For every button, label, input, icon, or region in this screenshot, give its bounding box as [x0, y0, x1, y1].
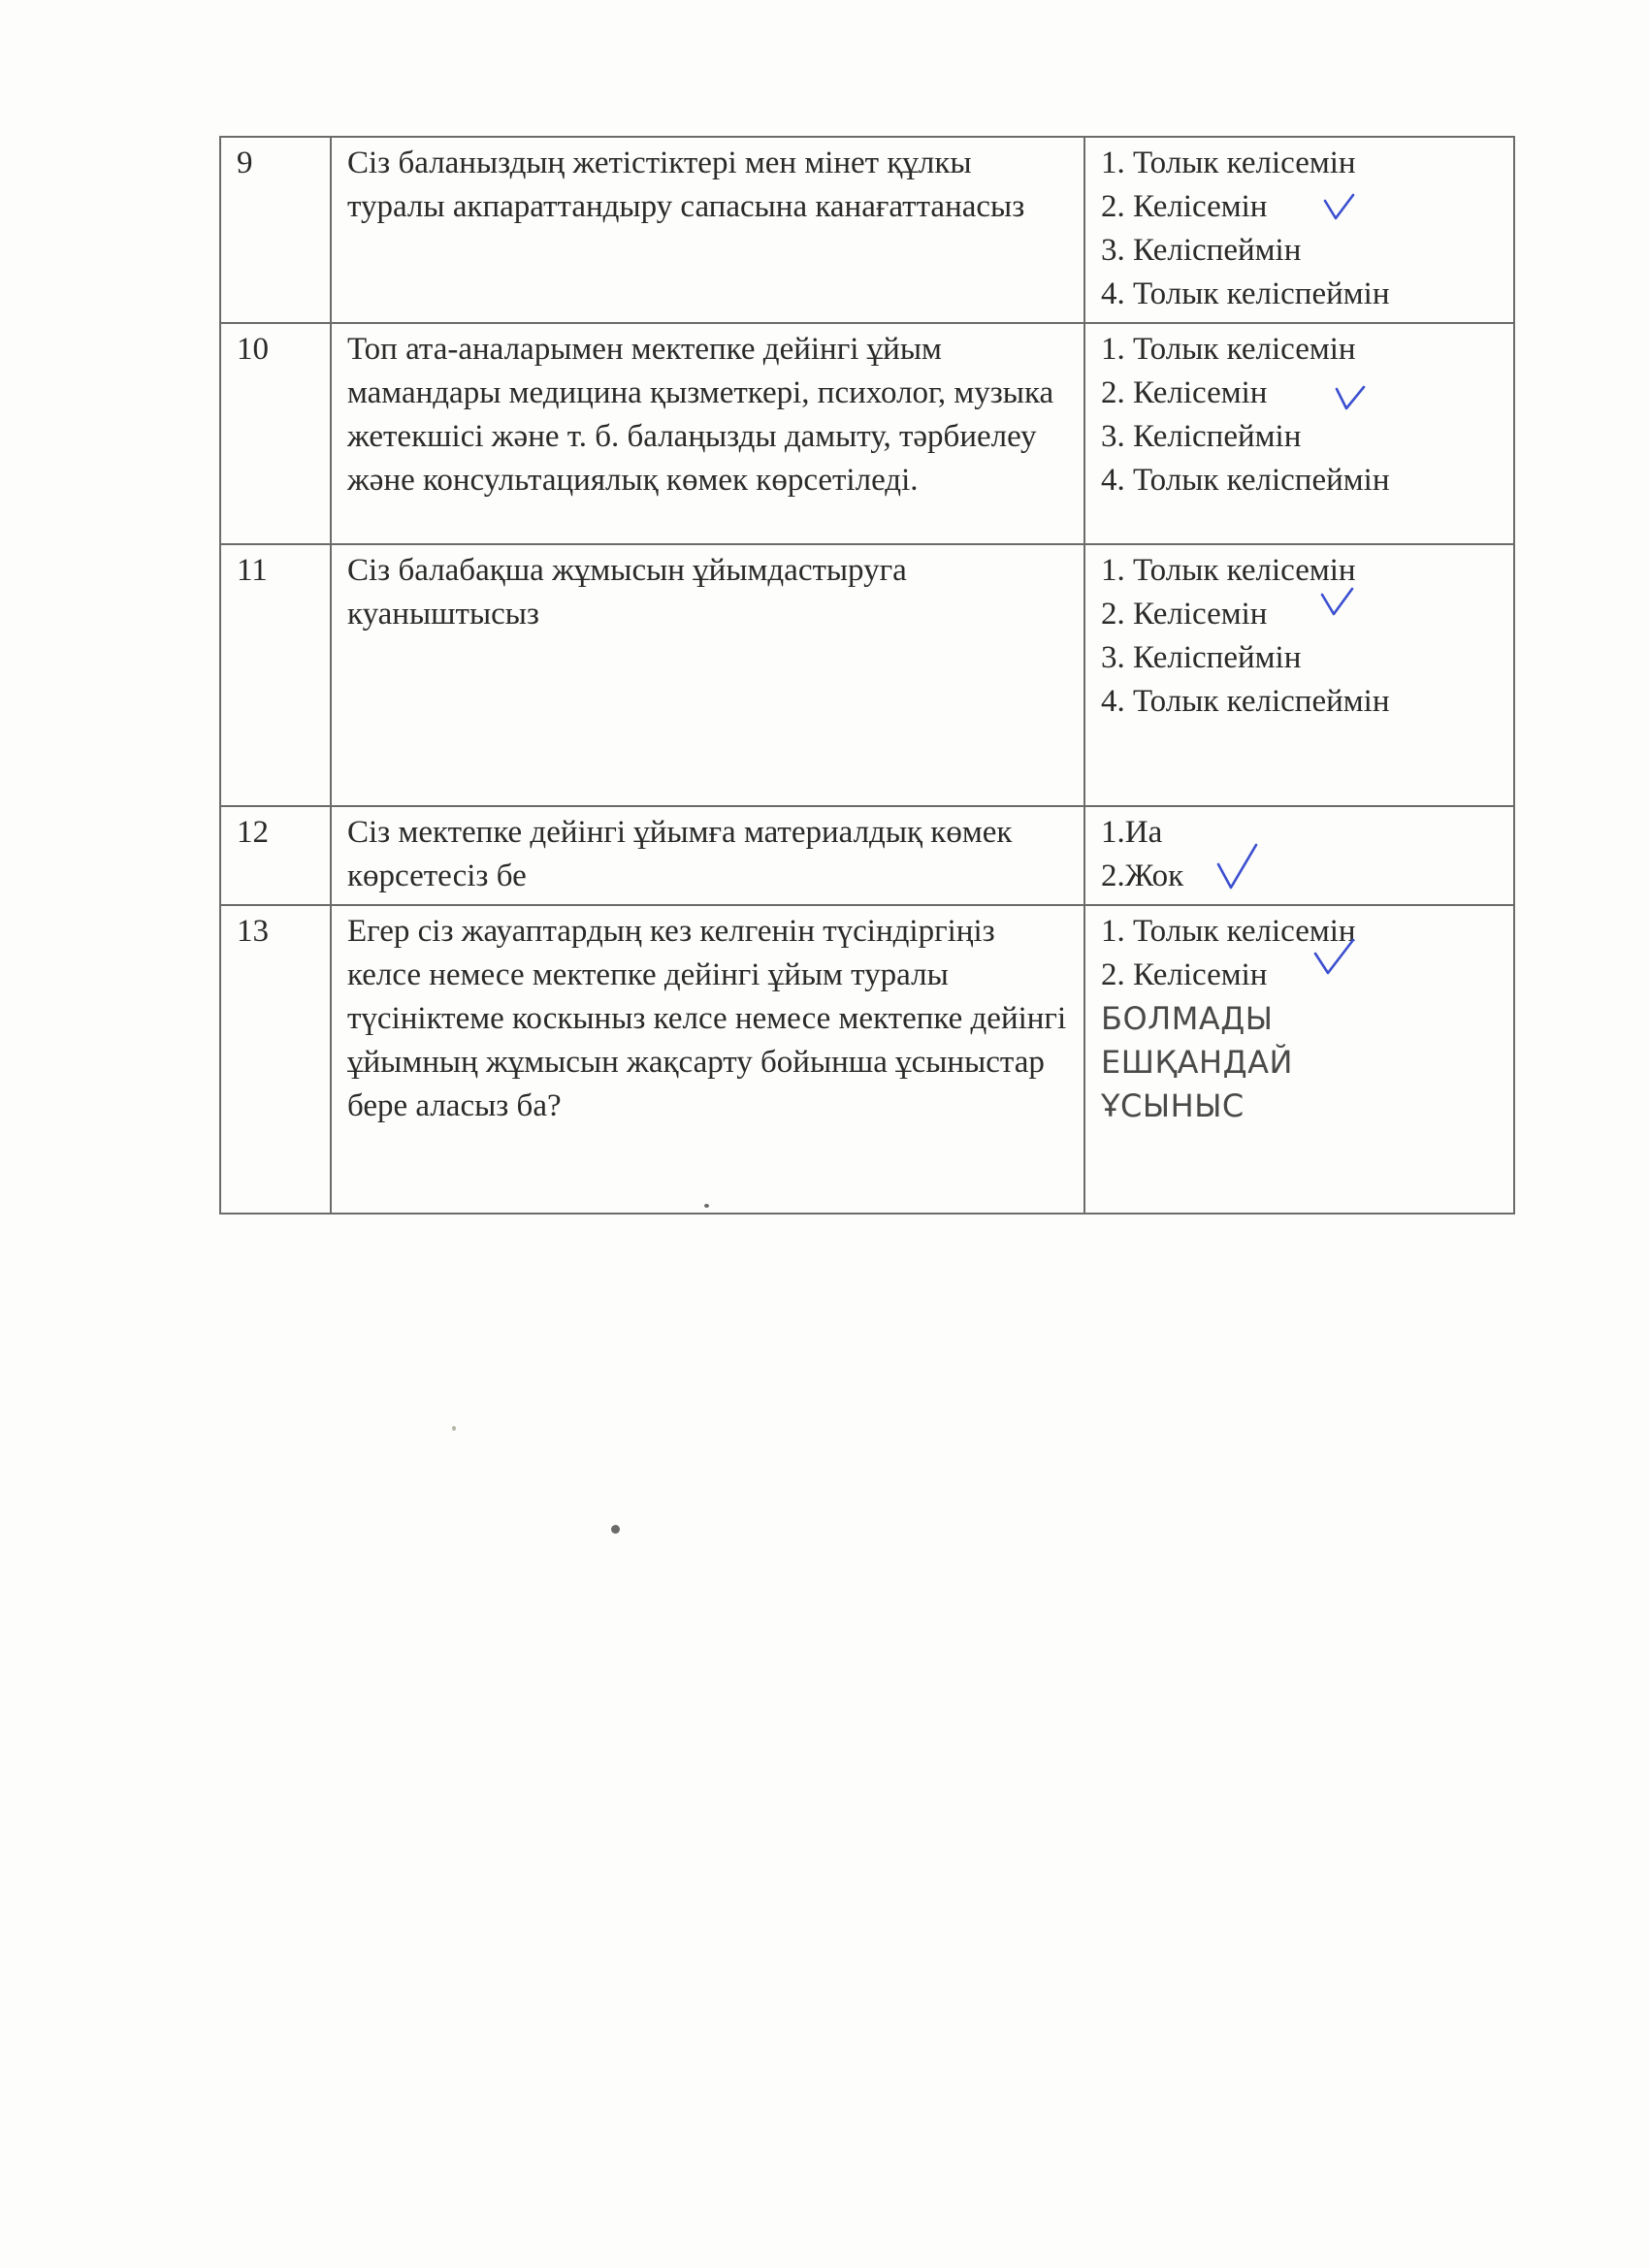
checkmark-icon [1320, 589, 1353, 622]
table-row [220, 806, 1514, 905]
option-item: 4. Толык келіспеймін [1101, 463, 1390, 498]
checkmark-icon [1312, 938, 1355, 981]
option-item: 1. Толык келісемін [1101, 332, 1356, 367]
table-row [220, 905, 1514, 1214]
checkmark-icon [1334, 381, 1367, 414]
answer-options [1084, 544, 1514, 806]
table-row [220, 137, 1514, 323]
option-item: 3. Келіспеймін [1101, 419, 1302, 454]
handwritten-answer-line: ҰСЫНЫС [1101, 1087, 1245, 1124]
option-item: 3. Келіспеймін [1101, 640, 1302, 675]
option-item [1101, 372, 1498, 415]
answer-options [1084, 137, 1514, 323]
scan-speck [452, 1426, 456, 1431]
option-item [1101, 954, 1498, 997]
checkmark-icon [1215, 843, 1258, 890]
option-label: 2. Келісемін [1101, 597, 1268, 632]
checkmark-icon [1322, 191, 1355, 224]
question-number: 11 [220, 544, 331, 806]
option-label: 2. Келісемін [1101, 375, 1268, 410]
handwritten-answer-line: ЕШҚАНДАЙ [1101, 1044, 1293, 1081]
option-item [1101, 593, 1498, 636]
question-text: Сіз балабақша жұмысын ұйымдастыруга куаныштысыз [331, 544, 1084, 806]
option-item: 1. Толык келісемін [1101, 553, 1356, 588]
question-text: Сіз мектепке дейінгі ұйымға материалдық көмек көрсетесіз бе [331, 806, 1084, 905]
question-text: Сіз баланыздың жетістіктері мен мінет құлкы туралы акпараттандыру сапасына канағаттанасыз [331, 137, 1084, 323]
question-number: 13 [220, 905, 331, 1214]
answer-options [1084, 806, 1514, 905]
scan-speck [704, 1204, 709, 1208]
question-number: 12 [220, 806, 331, 905]
question-text: Егер сіз жауаптардың кез келгенін түсіндіргіңіз келсе немесе мектепке дейінгі ұйым туралы түсініктеме коскыныз келсе немесе мектепке дейінгі ұйымның жұмысын жақсарту бойынша ұсыныстар бере аласыз ба? [331, 905, 1084, 1214]
option-label: 2. Келісемін [1101, 957, 1268, 992]
table-row [220, 323, 1514, 544]
option-item: 4. Толык келіспеймін [1101, 276, 1390, 311]
option-label: 2. Келісемін [1101, 189, 1268, 224]
question-number: 10 [220, 323, 331, 544]
option-item: 4. Толык келіспеймін [1101, 684, 1390, 719]
option-item: 1. Толык келісемін [1101, 146, 1356, 180]
option-item: 1.Иа [1101, 815, 1163, 850]
question-number: 9 [220, 137, 331, 323]
table-row [220, 544, 1514, 806]
option-item: 3. Келіспеймін [1101, 233, 1302, 268]
survey-table [219, 136, 1515, 1215]
option-item [1101, 185, 1498, 229]
question-text: Топ ата-аналарымен мектепке дейінгі ұйым мамандары медицина қызметкері, психолог, музыка жетекшісі және т. б. балаңызды дамыту, тәрбиелеу және консультациялық көмек көрсетіледі. [331, 323, 1084, 544]
option-item: 1. Толык келісемін [1101, 914, 1356, 949]
option-item [1101, 855, 1498, 898]
option-label: 2.Жок [1101, 859, 1184, 893]
handwritten-answer-line: БОЛМАДЫ [1101, 1000, 1274, 1037]
answer-options [1084, 905, 1514, 1214]
scan-speck [611, 1525, 620, 1534]
answer-options [1084, 323, 1514, 544]
